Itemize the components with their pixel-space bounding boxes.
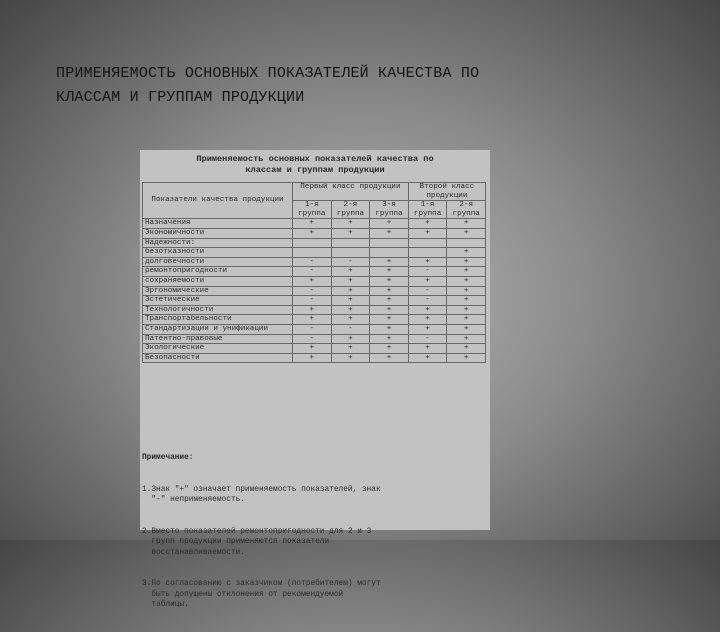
scanned-table-image — [140, 150, 490, 609]
applicability-mark — [408, 248, 447, 258]
slide-title-line-2: КЛАССАМ И ГРУППАМ ПРОДУКЦИИ — [56, 89, 305, 106]
indicator-label: Безопасности — [143, 353, 293, 363]
table-note — [142, 432, 488, 632]
applicability-mark: + — [447, 334, 486, 344]
note-item: 2.Вместо показателей ремонтопригодности для 2 и 3 групп продукции применяются показатели восстанавливаемости. — [142, 527, 372, 557]
applicability-mark: + — [447, 267, 486, 277]
indicator-label: Назначения — [143, 219, 293, 229]
applicability-mark: + — [408, 305, 447, 315]
applicability-mark: - — [331, 257, 370, 267]
indicator-label: сохраняемости — [143, 276, 293, 286]
group-header: 3-я группа — [370, 201, 409, 219]
applicability-mark: + — [331, 344, 370, 354]
applicability-mark: + — [370, 296, 409, 306]
applicability-mark: - — [293, 267, 332, 277]
applicability-mark: + — [331, 305, 370, 315]
table-row — [143, 276, 486, 286]
applicability-mark: + — [293, 344, 332, 354]
indicator-label: безотказности — [143, 248, 293, 258]
table-row — [143, 324, 486, 334]
note-item: 1.Знак "+" означает применяемость показателей, знак "-" неприменяемость. — [142, 485, 381, 504]
applicability-mark: + — [447, 344, 486, 354]
applicability-mark — [331, 238, 370, 248]
applicability-mark: + — [370, 267, 409, 277]
applicability-mark: + — [447, 296, 486, 306]
table-row — [143, 315, 486, 325]
table-row — [143, 344, 486, 354]
indicator-label: Технологичности — [143, 305, 293, 315]
applicability-mark: - — [293, 334, 332, 344]
applicability-mark: + — [408, 353, 447, 363]
applicability-mark: - — [293, 257, 332, 267]
group-header: 2-я группа — [331, 201, 370, 219]
applicability-mark — [447, 238, 486, 248]
table-row — [143, 238, 486, 248]
applicability-mark: + — [370, 353, 409, 363]
applicability-mark — [293, 238, 332, 248]
applicability-mark: + — [331, 286, 370, 296]
applicability-mark: + — [408, 315, 447, 325]
table-row — [143, 286, 486, 296]
note-item: 3.По согласованию с заказчиком (потребителем) могут быть допущены отклонения от рекомендуемой таблицы. — [142, 580, 381, 609]
applicability-mark: - — [293, 296, 332, 306]
indicator-label: Экологические — [143, 344, 293, 354]
applicability-mark: - — [408, 296, 447, 306]
applicability-mark — [293, 248, 332, 258]
applicability-mark: + — [370, 324, 409, 334]
table-row — [143, 248, 486, 258]
applicability-mark: + — [447, 276, 486, 286]
table-row — [143, 353, 486, 363]
indicator-label: Стандартизации и унификации — [143, 324, 293, 334]
table-caption — [140, 154, 490, 176]
table-caption-line-1: Применяемость основных показателей качества по — [196, 154, 434, 164]
applicability-mark: + — [447, 286, 486, 296]
table-row — [143, 267, 486, 277]
applicability-mark: + — [293, 276, 332, 286]
applicability-mark: + — [370, 286, 409, 296]
applicability-mark: + — [293, 228, 332, 238]
applicability-mark: + — [331, 353, 370, 363]
applicability-mark: + — [370, 228, 409, 238]
applicability-mark — [370, 248, 409, 258]
applicability-mark — [408, 238, 447, 248]
indicator-label: Транспортабельности — [143, 315, 293, 325]
applicability-mark: + — [331, 276, 370, 286]
table-row — [143, 257, 486, 267]
first-class-header: Первый класс продукции — [293, 183, 409, 201]
indicator-column-header: Показатели качества продукции — [143, 183, 293, 219]
table-row — [143, 296, 486, 306]
indicator-label: ремонтопригодности — [143, 267, 293, 277]
applicability-mark: + — [447, 248, 486, 258]
applicability-mark: + — [447, 305, 486, 315]
applicability-mark: - — [408, 334, 447, 344]
applicability-mark: + — [370, 219, 409, 229]
indicator-label: Экономичности — [143, 228, 293, 238]
applicability-mark: + — [408, 344, 447, 354]
applicability-mark: + — [370, 305, 409, 315]
applicability-mark: + — [293, 353, 332, 363]
applicability-mark: - — [293, 324, 332, 334]
applicability-mark: + — [331, 315, 370, 325]
applicability-mark: + — [447, 315, 486, 325]
applicability-mark: + — [293, 305, 332, 315]
applicability-mark: + — [408, 324, 447, 334]
applicability-mark: + — [408, 257, 447, 267]
indicator-label: Эстетические — [143, 296, 293, 306]
table-row — [143, 228, 486, 238]
applicability-mark: + — [447, 257, 486, 267]
second-class-header: Второй класс продукции — [408, 183, 485, 201]
applicability-mark: + — [370, 315, 409, 325]
applicability-mark: + — [293, 219, 332, 229]
applicability-mark: + — [331, 228, 370, 238]
applicability-mark: + — [331, 219, 370, 229]
applicability-mark: + — [447, 219, 486, 229]
group-header: 2-я группа — [447, 201, 486, 219]
table-caption-line-2: классам и группам продукции — [245, 165, 385, 175]
table-row — [143, 334, 486, 344]
slide-title — [56, 62, 696, 110]
applicability-mark: + — [408, 228, 447, 238]
applicability-mark: + — [370, 344, 409, 354]
applicability-mark: + — [447, 324, 486, 334]
table-row — [143, 219, 486, 229]
applicability-mark: - — [293, 286, 332, 296]
applicability-mark: + — [370, 276, 409, 286]
applicability-mark — [331, 248, 370, 258]
applicability-mark: - — [331, 324, 370, 334]
indicator-label: Надежности: — [143, 238, 293, 248]
indicator-label: Эргономические — [143, 286, 293, 296]
applicability-mark: + — [331, 296, 370, 306]
quality-indicators-table — [142, 182, 486, 363]
applicability-mark: + — [370, 257, 409, 267]
indicator-label: Патентно-правовые — [143, 334, 293, 344]
applicability-mark — [370, 238, 409, 248]
applicability-mark: - — [408, 286, 447, 296]
applicability-mark: + — [408, 219, 447, 229]
table-row — [143, 305, 486, 315]
group-header: 1-я группа — [408, 201, 447, 219]
applicability-mark: + — [331, 267, 370, 277]
indicator-label: долговечности — [143, 257, 293, 267]
applicability-mark: + — [408, 276, 447, 286]
note-heading: Примечание: — [142, 454, 194, 462]
applicability-mark: + — [293, 315, 332, 325]
applicability-mark: + — [447, 228, 486, 238]
applicability-mark: + — [447, 353, 486, 363]
group-header: 1-я группа — [293, 201, 332, 219]
slide-title-line-1: ПРИМЕНЯЕМОСТЬ ОСНОВНЫХ ПОКАЗАТЕЛЕЙ КАЧЕСТВА ПО — [56, 65, 480, 82]
applicability-mark: - — [408, 267, 447, 277]
applicability-mark: + — [370, 334, 409, 344]
applicability-mark: + — [331, 334, 370, 344]
